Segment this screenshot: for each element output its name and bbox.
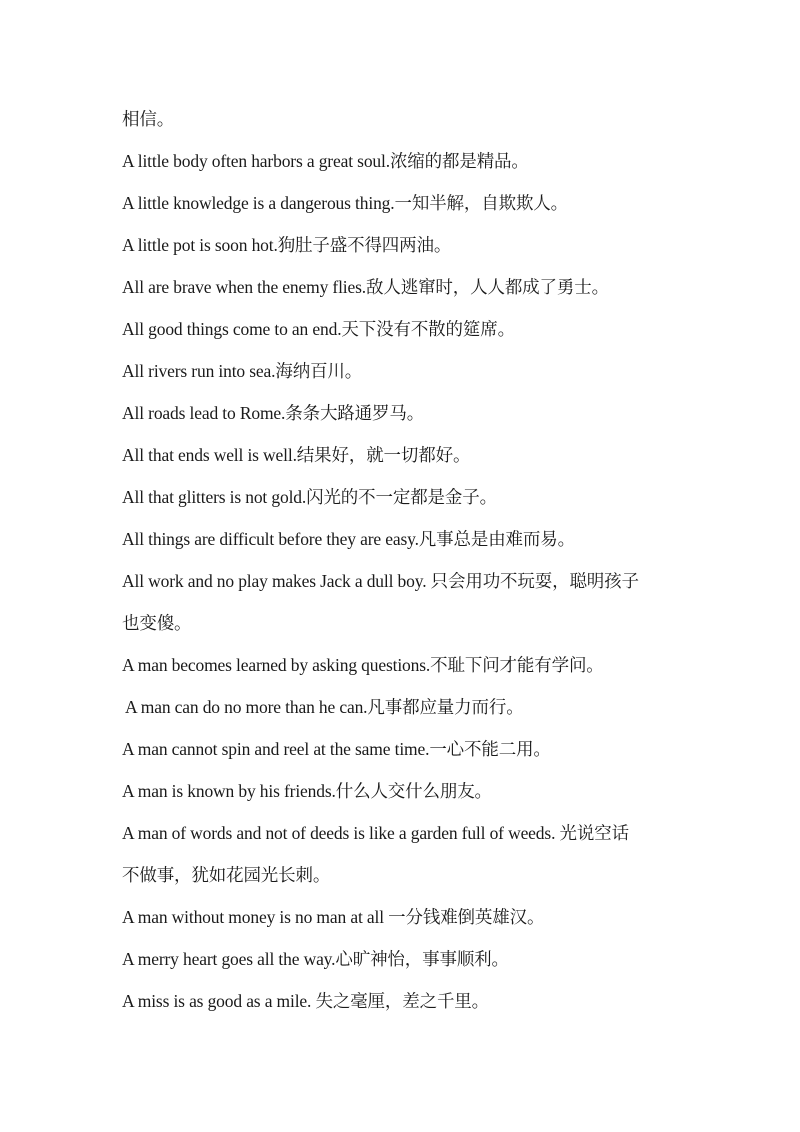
text-line: 不做事，犹如花园光长刺。 xyxy=(122,865,331,885)
text-line: A man of words and not of deeds is like a garden full of weeds. 光说空话 xyxy=(122,823,629,843)
text-line: A merry heart goes all the way.心旷神怡，事事顺利。 xyxy=(122,949,509,969)
text-line: All good things come to an end.天下没有不散的筵席。 xyxy=(122,319,515,339)
text-line: A little body often harbors a great soul.浓缩的都是精品。 xyxy=(122,151,529,171)
text-line: All work and no play makes Jack a dull boy. 只会用功不玩耍，聪明孩子 xyxy=(122,571,639,591)
text-line: 也变傻。 xyxy=(122,613,192,633)
text-line: A little pot is soon hot.狗肚子盛不得四两油。 xyxy=(122,235,452,255)
proverb-list xyxy=(122,98,692,1022)
text-line: A man becomes learned by asking questions.不耻下问才能有学问。 xyxy=(122,655,604,675)
text-line: A man can do no more than he can.凡事都应量力而行。 xyxy=(125,697,524,717)
text-line: A man cannot spin and reel at the same time.一心不能二用。 xyxy=(122,739,551,759)
text-line: A little knowledge is a dangerous thing.一知半解，自欺欺人。 xyxy=(122,193,568,213)
text-line: All rivers run into sea.海纳百川。 xyxy=(122,361,363,381)
text-line: A man is known by his friends.什么人交什么朋友。 xyxy=(122,781,492,801)
text-line: All roads lead to Rome.条条大路通罗马。 xyxy=(122,403,425,423)
text-line: All things are difficult before they are easy.凡事总是由难而易。 xyxy=(122,529,575,549)
text-line: All are brave when the enemy flies.敌人逃窜时，人人都成了勇士。 xyxy=(122,277,609,297)
text-line: All that ends well is well.结果好，就一切都好。 xyxy=(122,445,471,465)
text-line: All that glitters is not gold.闪光的不一定都是金子。 xyxy=(122,487,497,507)
text-line: A miss is as good as a mile. 失之毫厘，差之千里。 xyxy=(122,991,489,1011)
text-line: 相信。 xyxy=(122,109,175,129)
text-line: A man without money is no man at all 一分钱难倒英雄汉。 xyxy=(122,907,545,927)
